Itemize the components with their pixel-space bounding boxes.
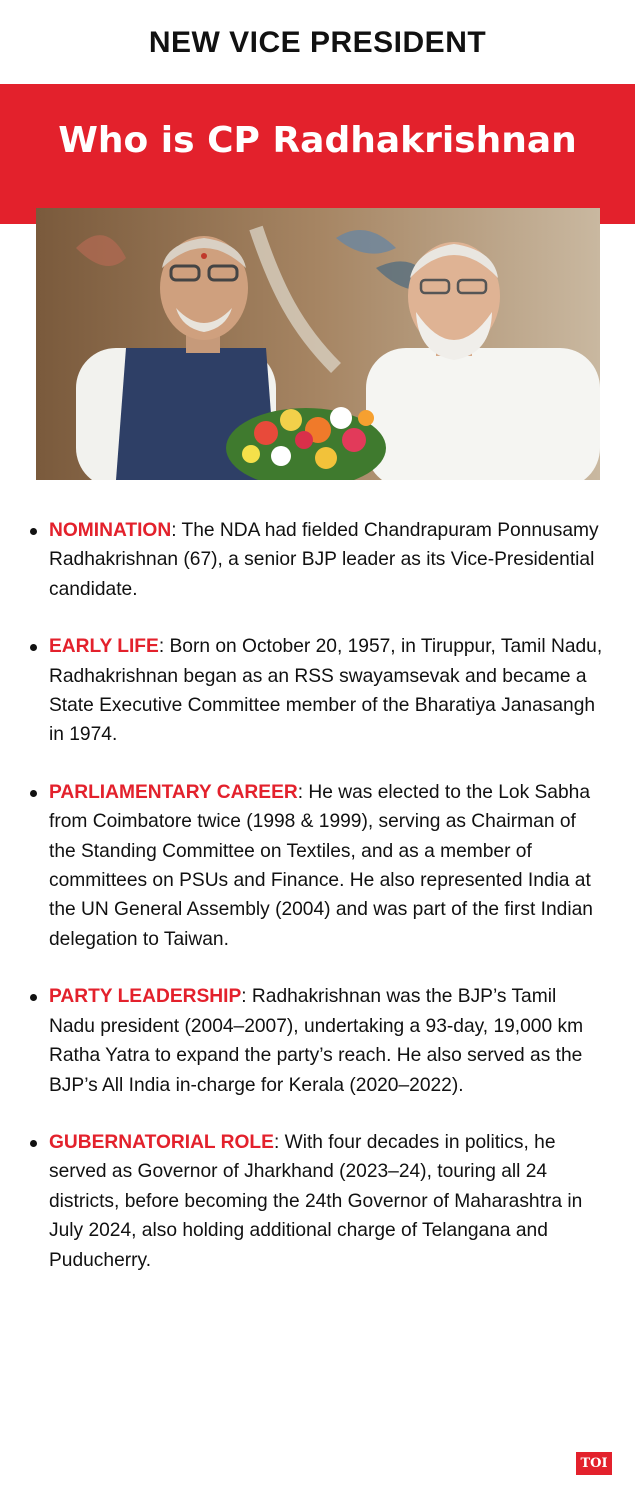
- bullet-nomination: [28, 516, 606, 604]
- bullet-text: : The NDA had fielded Chandrapuram Ponnusamy Radhakrishnan (67), a senior BJP leader as its Vice-Presidential candidate.: [49, 520, 599, 600]
- bullet-title: EARLY LIFE: [49, 636, 159, 658]
- bullet-title: PARTY LEADERSHIP: [49, 986, 242, 1008]
- bullet-early-life: [28, 632, 606, 750]
- bullet-gubernatorial-role: [28, 1128, 606, 1275]
- right-man-kurta: [366, 348, 600, 480]
- photo-image: [36, 208, 600, 480]
- bullet-text: : Born on October 20, 1957, in Tiruppur, Tamil Nadu, Radhakrishnan began as an RSS swayamsevak and became a State Executive Committee member of the Bharatiya Janasangh in 1974.: [49, 636, 603, 746]
- bullet-parliamentary-career: [28, 778, 606, 954]
- bullet-title: NOMINATION: [49, 520, 172, 541]
- bullet-title: PARLIAMENTARY CAREER: [49, 781, 298, 803]
- page-title: Who is CP Radhakrishnan: [58, 120, 577, 161]
- toi-logo: TOI: [576, 1452, 612, 1475]
- info-bullet-list: [28, 516, 606, 1303]
- bullet-text: : With four decades in politics, he served as Governor of Jharkhand (2023–24), touring all 24 districts, before becoming the 24th Governor of Maharashtra in July 2024, also holding additional charge of Telangana and Puducherry.: [49, 1131, 583, 1271]
- left-man-tilak: [201, 253, 207, 259]
- title-banner: [0, 84, 635, 224]
- bullet-text: : He was elected to the Lok Sabha from Coimbatore twice (1998 & 1999), serving as Chairman of the Standing Committee on Textiles, and as a member of committees on PSUs and Finance. He also represented India at the UN General Assembly (2004) and was part of the first Indian delegation to Taiwan.: [49, 781, 593, 950]
- page-heading: NEW VICE PRESIDENT: [148, 26, 487, 59]
- bullet-title: GUBERNATORIAL ROLE: [49, 1131, 274, 1153]
- bullet-text: : Radhakrishnan was the BJP’s Tamil Nadu president (2004–2007), undertaking a 93-day, 19,000 km Ratha Yatra to expand the party’s reach. He also served as the BJP’s All India in-charge for Kerala (2020–2022).: [49, 986, 584, 1096]
- bullet-party-leadership: [28, 982, 606, 1100]
- photo-illustration: [36, 208, 600, 480]
